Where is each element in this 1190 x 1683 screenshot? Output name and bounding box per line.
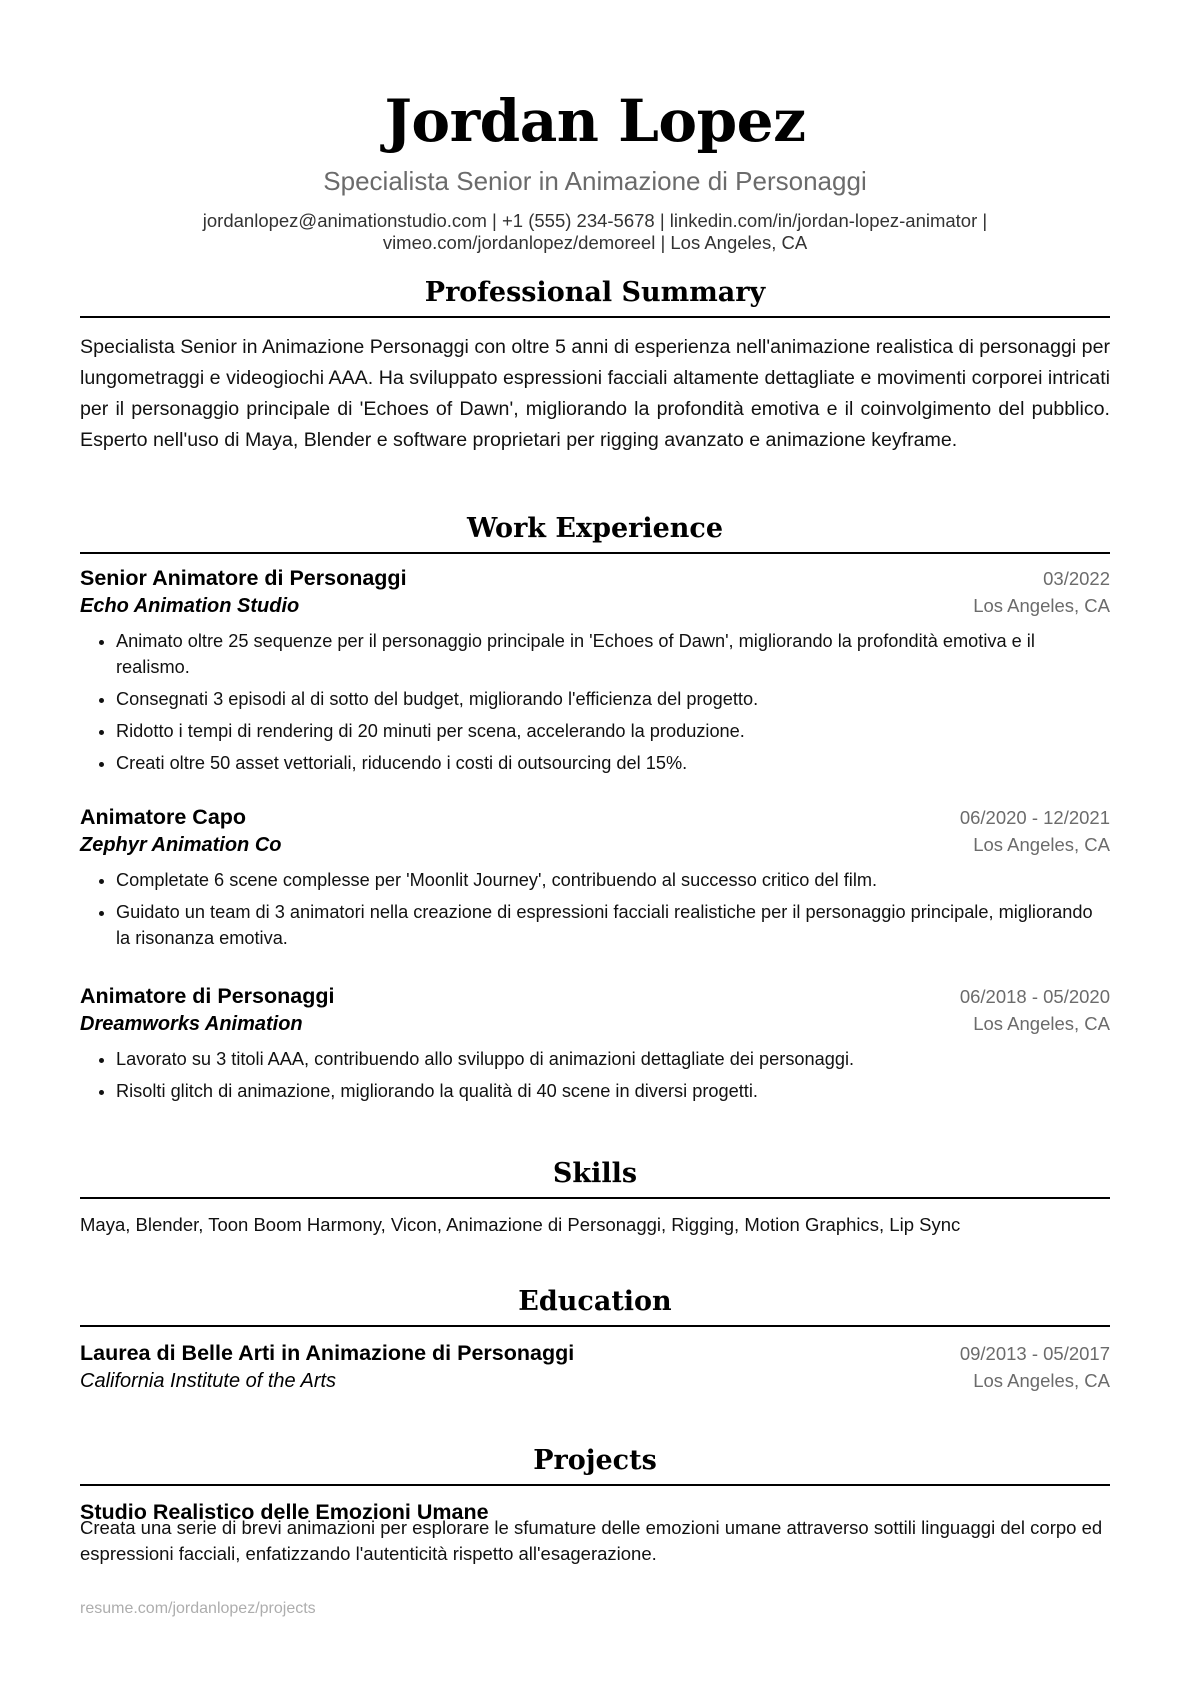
job-title: Animatore Capo xyxy=(80,805,247,829)
skills-text: Maya, Blender, Toon Boom Harmony, Vicon, Animazione di Personaggi, Rigging, Motion Graphics, Lip Sync xyxy=(80,1214,961,1235)
project-title: Studio Realistico delle Emozioni Umane xyxy=(80,1500,489,1524)
job-location: Los Angeles, CA xyxy=(973,595,1110,616)
resume-page xyxy=(80,0,1110,1564)
candidate-role: Specialista Senior in Animazione di Personaggi xyxy=(323,166,867,196)
job-bullets xyxy=(80,1046,1110,1104)
education-school: California Institute of the Arts xyxy=(80,1370,337,1392)
job-location: Los Angeles, CA xyxy=(973,834,1110,855)
job-title: Senior Animatore di Personaggi xyxy=(80,566,407,590)
job-bullet: • Guidato un team di 3 animatori nella creazione di espressioni facciali realistiche per il personaggio principale, migliorando la risonanza emotiva. xyxy=(116,899,1110,951)
summary-text: Specialista Senior in Animazione Personaggi con oltre 5 anni di esperienza nell'animazione realistica di personaggi per lungometraggi e videogiochi AAA. Ha sviluppato espressioni facciali altamente dettagliate e movimenti corporei intricati per il personaggio principale di 'Echoes of Dawn', migliorando la profondità emotiva e il coinvolgimento del pubblico. Esperto nell'uso di Maya, Blender e software proprietari per rigging avanzato e animazione keyframe. xyxy=(80,336,1110,451)
job-company: Echo Animation Studio xyxy=(80,595,300,617)
job-title: Animatore di Personaggi xyxy=(80,984,335,1008)
projects-heading: Projects xyxy=(533,1445,657,1476)
job-bullet: • Creati oltre 50 asset vettoriali, riducendo i costi di outsourcing del 15%. xyxy=(116,750,1110,776)
job-bullet: • Risolti glitch di animazione, migliorando la qualità di 40 scene in diversi progetti. xyxy=(116,1078,1110,1104)
summary-divider xyxy=(80,316,1110,318)
education-heading: Education xyxy=(518,1286,672,1317)
skills-heading: Skills xyxy=(552,1158,638,1189)
contact-line: jordanlopez@animationstudio.com | +1 (555) 234-5678 | linkedin.com/in/jordan-lopez-animator | vimeo.com/jordanlopez/demoreel | Los Angeles, CA xyxy=(202,210,988,253)
job-location: Los Angeles, CA xyxy=(973,1013,1110,1034)
candidate-name: Jordan Lopez xyxy=(384,87,806,155)
job-bullet: • Ridotto i tempi di rendering di 20 minuti per scena, accelerando la produzione. xyxy=(116,718,1110,744)
job-date: 03/2022 xyxy=(1043,568,1110,589)
job-date: 06/2020 - 12/2021 xyxy=(959,807,1110,828)
education-date: 09/2013 - 05/2017 xyxy=(959,1343,1110,1364)
job-bullet: • Animato oltre 25 sequenze per il personaggio principale in 'Echoes of Dawn', migliorando la profondità emotiva e il realismo. xyxy=(116,628,1110,680)
job-bullets xyxy=(80,867,1110,951)
education-section xyxy=(80,1285,1110,1393)
experience-divider xyxy=(80,552,1110,554)
experience-heading: Work Experience xyxy=(466,513,724,544)
experience-section xyxy=(80,512,1110,554)
job-bullets xyxy=(80,628,1110,776)
projects-divider xyxy=(80,1484,1110,1486)
summary-heading: Professional Summary xyxy=(424,277,766,308)
job-bullet: • Completate 6 scene complesse per 'Moonlit Journey', contribuendo al successo critico del film. xyxy=(116,867,1110,893)
job-entry xyxy=(80,566,1110,782)
job-company: Dreamworks Animation xyxy=(80,1013,303,1035)
summary-section xyxy=(80,276,1110,456)
education-location: Los Angeles, CA xyxy=(973,1370,1110,1391)
job-company: Zephyr Animation Co xyxy=(80,834,282,856)
job-date: 06/2018 - 05/2020 xyxy=(959,986,1110,1007)
education-degree: Laurea di Belle Arti in Animazione di Personaggi xyxy=(80,1341,575,1365)
projects-section xyxy=(80,1444,1110,1567)
skills-section xyxy=(80,1157,1110,1236)
job-entry xyxy=(80,984,1110,1110)
project-description: Creata una serie di brevi animazioni per esplorare le sfumature delle emozioni umane attraverso sottili linguaggi del corpo ed espressioni facciali, enfatizzando l'autenticità rispetto all'esagerazione. xyxy=(80,1517,1103,1564)
job-bullet: • Consegnati 3 episodi al di sotto del budget, migliorando l'efficienza del progetto. xyxy=(116,686,1110,712)
education-divider xyxy=(80,1325,1110,1327)
job-bullet: • Lavorato su 3 titoli AAA, contribuendo allo sviluppo di animazioni dettagliate dei personaggi. xyxy=(116,1046,1110,1072)
skills-divider xyxy=(80,1197,1110,1199)
footer-watermark: resume.com/jordanlopez/projects xyxy=(80,1600,316,1617)
job-entry xyxy=(80,805,1110,957)
